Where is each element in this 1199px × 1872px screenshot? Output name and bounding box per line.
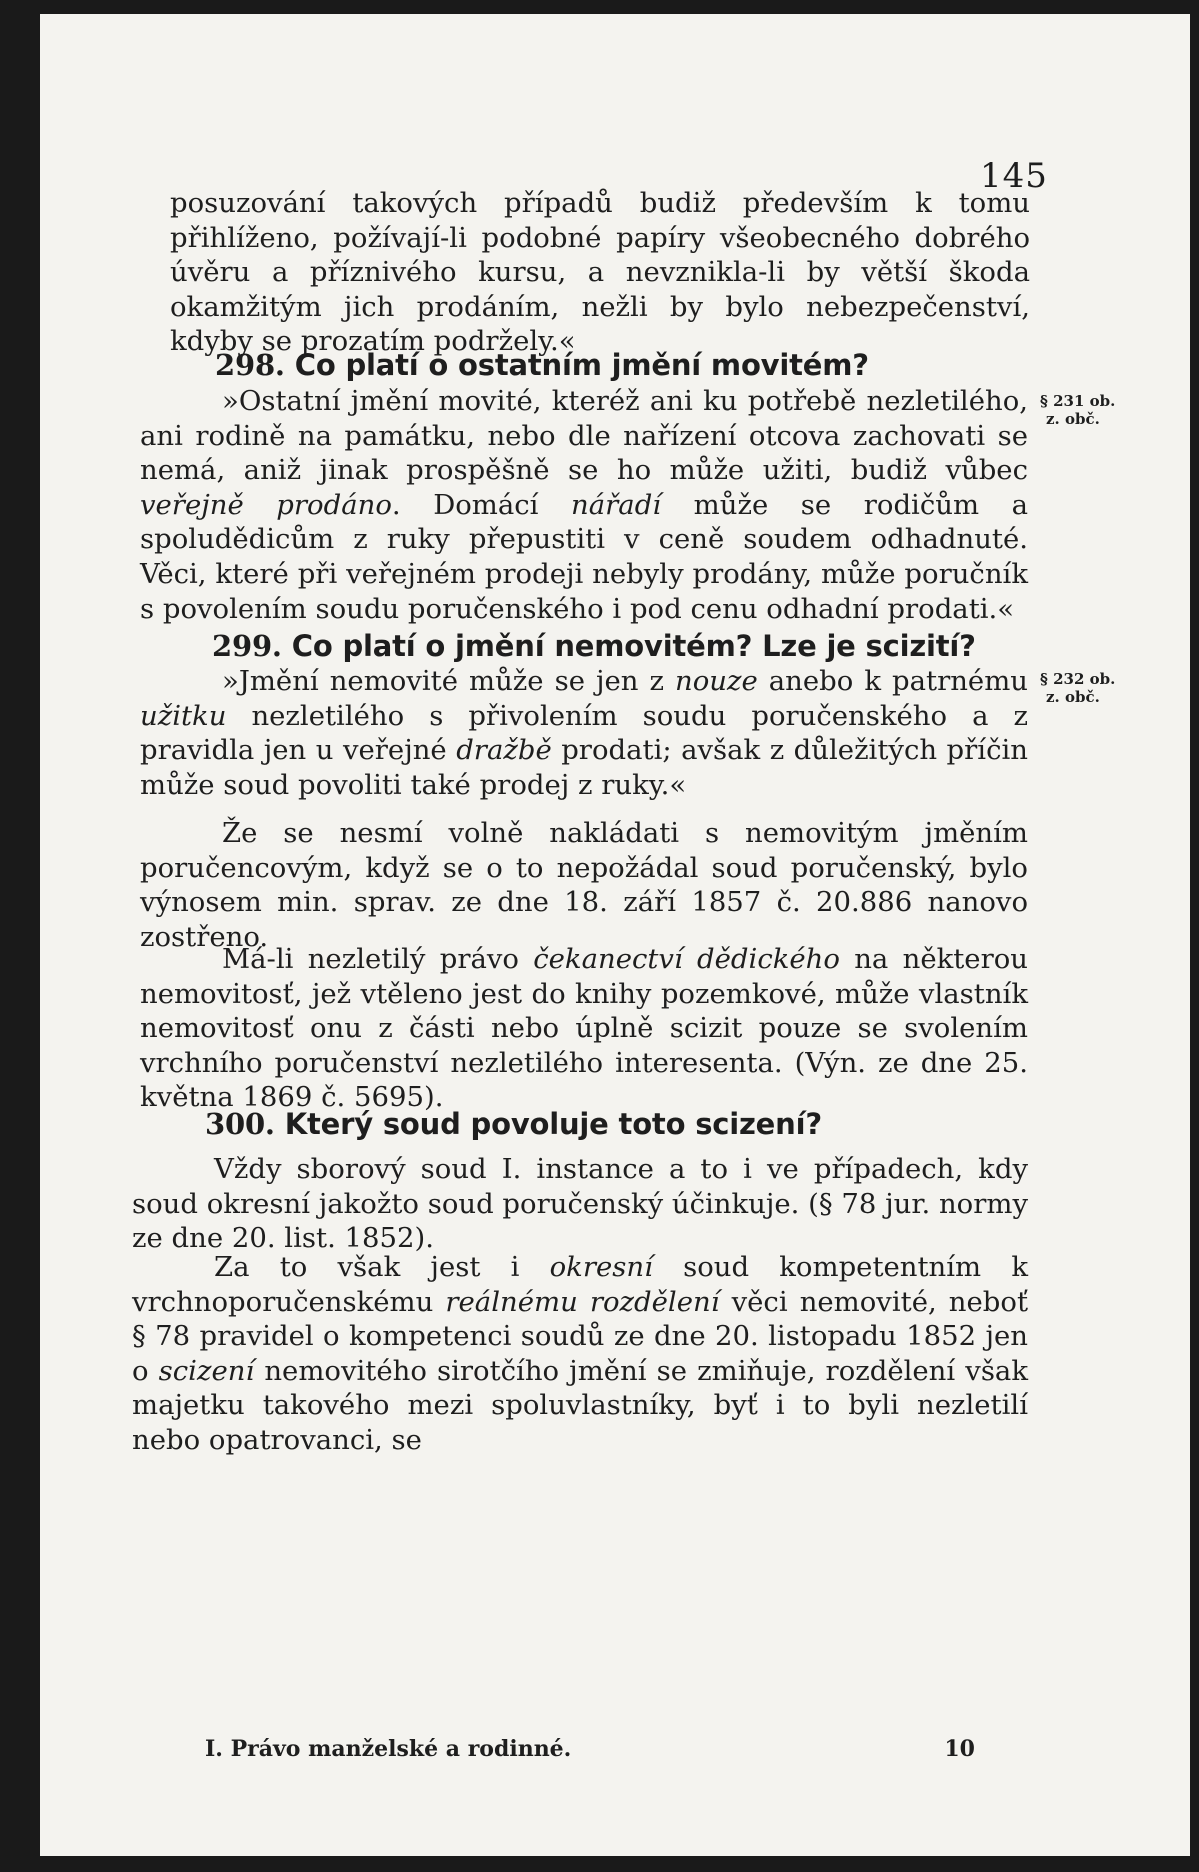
- paragraph-za: [132, 1250, 1028, 1458]
- question-title: Co platí o ostatním jmění movitém?: [294, 348, 869, 382]
- question-number: 298.: [215, 348, 285, 382]
- emphasis: scizení: [158, 1354, 255, 1387]
- paragraph-text: posuzování takových případů budiž především k tomu přihlíženo, požívají-li podobné papíry všeobecného dobrého úvěru a příznivého kursu, a nevznikla-li by větší škoda okamžitým jich prodáním, nežli by bylo nebezpečenství, kdyby se prozatím podržely.«: [170, 187, 1030, 358]
- question-300-heading: [205, 1106, 1025, 1142]
- paragraph-ze: [140, 816, 1028, 954]
- paragraph-text: »Jmění nemovité může se jen z nouze anebo k patrnému užitku nezletilého s přivolením soudu poručenského a z pravidla jen u veřejné dražbě prodati; avšak z důležitých příčin může soud povoliti také prodej z ruky.«: [140, 665, 1028, 801]
- question-298-heading: [215, 347, 1015, 383]
- margin-note-232: [1040, 670, 1115, 706]
- paragraph-text: Má-li nezletilý právo čekanectví dědického na některou nemovitosť, jež vtěleno jest do knihy pozemkové, může vlastník nemovitosť onu z části nebo úplně scizit pouze se svolením vrchního poručenství nezletilého interesenta. (Výn. ze dne 25. května 1869 č. 5695).: [140, 943, 1028, 1114]
- margin-note-231: [1040, 392, 1115, 428]
- emphasis: dražbě: [456, 734, 552, 767]
- answer-299: [140, 664, 1028, 802]
- margin-line: § 231 ob.: [1040, 392, 1116, 410]
- paragraph-ma: [140, 942, 1028, 1115]
- margin-line: § 232 ob.: [1040, 670, 1116, 688]
- emphasis: reálnému rozdělení: [445, 1285, 720, 1318]
- page-number: 145: [980, 156, 1048, 196]
- question-299-heading: [212, 628, 1032, 664]
- question-number: 299.: [212, 629, 282, 663]
- emphasis: okresní: [549, 1251, 653, 1283]
- emphasis: nouze: [675, 665, 758, 697]
- question-title: Který soud povoluje toto scizení?: [284, 1107, 822, 1141]
- emphasis: čekanectví dědického: [533, 943, 840, 975]
- question-number: 300.: [205, 1107, 275, 1141]
- answer-298: [140, 384, 1028, 626]
- margin-line: z. obč.: [1046, 688, 1100, 706]
- paragraph-text: Vždy sborový soud I. instance a to i ve případech, kdy soud okresní jakožto soud poručenský účinkuje. (§ 78 jur. normy ze dne 20. list. 1852).: [132, 1153, 1028, 1255]
- paragraph-text: Za to však jest i okresní soud kompetentním k vrchnoporučenskému reálnému rozdělení věci nemovité, neboť § 78 pravidel o kompetenci soudů ze dne 20. listopadu 1852 jen o scizení nemovitého sirotčího jmění se zmiňuje, rozdělení však majetku takového mezi spoluvlastníky, byť i to byli nezletilí nebo opatrovanci, se: [132, 1251, 1028, 1456]
- emphasis: veřejně prodáno: [140, 488, 392, 521]
- paragraph-text: »Ostatní jmění movité, kteréž ani ku potřebě nezletilého, ani rodině na památku, nebo dle nařízení otcova zachovati se nemá, aniž jinak prospěšně se ho může užiti, budiž vůbec veřejně prodáno. Domácí nářadí může se rodičům a spoludědicům z ruky přepustiti v ceně soudem odhadnuté. Věci, které při veřejném prodeji nebyly prodány, může poručník s povolením soudu poručenského i pod cenu odhadní prodati.«: [140, 385, 1028, 625]
- margin-line: z. obč.: [1046, 410, 1100, 428]
- paragraph-continuation: [170, 186, 1030, 359]
- paragraph-text: Že se nesmí volně nakládati s nemovitým jměním poručencovým, když se o to nepožádal soud poručenský, bylo výnosem min. sprav. ze dne 18. září 1857 č. 20.886 nanovo zostřeno.: [140, 817, 1028, 953]
- emphasis: užitku: [140, 699, 227, 732]
- footer-signature-number: 10: [944, 1736, 975, 1762]
- book-page: [40, 14, 1190, 1856]
- answer-300: [132, 1152, 1028, 1256]
- question-title: Co platí o jmění nemovitém? Lze je scizití?: [291, 629, 976, 663]
- emphasis: nářadí: [571, 488, 662, 521]
- footer-section-title: I. Právo manželské a rodinné.: [205, 1736, 572, 1762]
